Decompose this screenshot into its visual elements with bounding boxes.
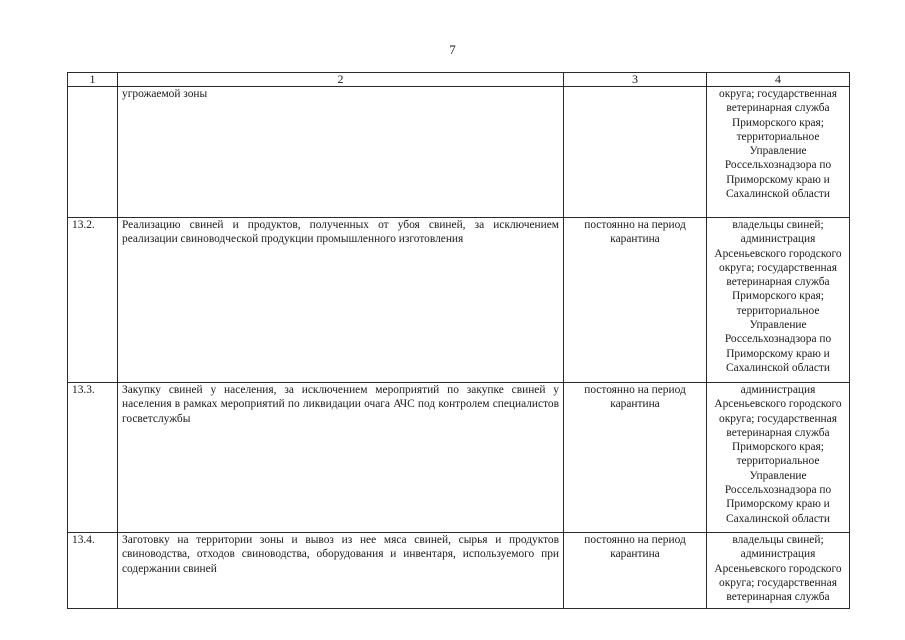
row-number: 13.4. — [68, 533, 118, 609]
measures-table — [67, 72, 850, 609]
responsible-line: администрация — [740, 548, 816, 561]
responsible-line: округа; государственная — [719, 88, 837, 100]
table-row — [68, 218, 850, 383]
row-number — [68, 87, 118, 218]
responsible-line: владельцы свиней; — [732, 534, 824, 546]
responsible-line: территориальное — [736, 455, 820, 468]
period-text: постоянно на период карантина — [564, 533, 707, 609]
responsible-line: ветеринарная служба — [726, 276, 830, 289]
responsible-line: округа; государственная — [719, 261, 837, 274]
measure-text: Реализацию свиней и продуктов, полученных от убоя свиней, за исключением реализации свиноводческой продукции промышленного изготовления — [118, 218, 564, 383]
responsible-line: Россельхознадзора по — [724, 333, 832, 346]
responsible-line: Сахалинской области — [726, 188, 830, 201]
responsible-line: Приморскому краю и — [726, 498, 830, 511]
responsible-line: территориальное — [736, 304, 820, 317]
table-header-row — [68, 73, 850, 87]
responsible-line: Арсеньевского городского — [714, 247, 842, 260]
responsible-line: Управление — [749, 319, 807, 332]
responsible-line: Россельхознадзора по — [724, 484, 832, 497]
responsible-line: Приморского края; — [732, 441, 824, 454]
header-col-3: 3 — [564, 73, 707, 87]
period-text — [564, 87, 707, 218]
responsible-line: Приморского края; — [732, 116, 824, 129]
responsible-line: ветеринарная служба — [726, 102, 830, 115]
page-number: 7 — [449, 42, 456, 57]
responsible-line: Арсеньевского городского — [714, 398, 842, 411]
responsible-line: Арсеньевского городского — [714, 562, 842, 575]
responsible-line: Управление — [749, 145, 807, 158]
responsible-line: ветеринарная служба — [726, 591, 830, 604]
responsible-line: Россельхознадзора по — [724, 159, 832, 172]
responsible-text — [707, 383, 850, 533]
responsible-line: владельцы свиней; — [732, 219, 824, 231]
responsible-line: Управление — [749, 469, 807, 482]
responsible-line: Приморского края; — [732, 290, 824, 303]
measure-text: Закупку свиней у населения, за исключением мероприятий по закупке свиней у населения в рамках мероприятий по ликвидации очага АЧС под контролем специалистов госветслужбы — [118, 383, 564, 533]
responsible-line: Приморскому краю и — [726, 173, 830, 186]
header-col-4: 4 — [707, 73, 850, 87]
header-col-2: 2 — [118, 73, 564, 87]
responsible-line: округа; государственная — [719, 412, 837, 425]
responsible-line: территориальное — [736, 130, 820, 143]
responsible-line: администрация — [740, 233, 816, 246]
table-row — [68, 87, 850, 218]
responsible-line: Сахалинской области — [726, 512, 830, 525]
row-number: 13.2. — [68, 218, 118, 383]
responsible-text — [707, 218, 850, 383]
measure-text: Заготовку на территории зоны и вывоз из нее мяса свиней, сырья и продуктов свиноводства, отходов свиноводства, оборудования и инвентаря, используемого при содержании свиней — [118, 533, 564, 609]
period-text: постоянно на период карантина — [564, 218, 707, 383]
table-row — [68, 383, 850, 533]
responsible-line: администрация — [740, 384, 816, 396]
header-col-1: 1 — [68, 73, 118, 87]
responsible-text — [707, 87, 850, 218]
table-row — [68, 533, 850, 609]
responsible-line: Сахалинской области — [726, 361, 830, 374]
responsible-line: округа; государственная — [719, 576, 837, 589]
responsible-text — [707, 533, 850, 609]
measure-text: угрожаемой зоны — [118, 87, 564, 218]
row-number: 13.3. — [68, 383, 118, 533]
period-text: постоянно на период карантина — [564, 383, 707, 533]
responsible-line: ветеринарная служба — [726, 426, 830, 439]
responsible-line: Приморскому краю и — [726, 347, 830, 360]
